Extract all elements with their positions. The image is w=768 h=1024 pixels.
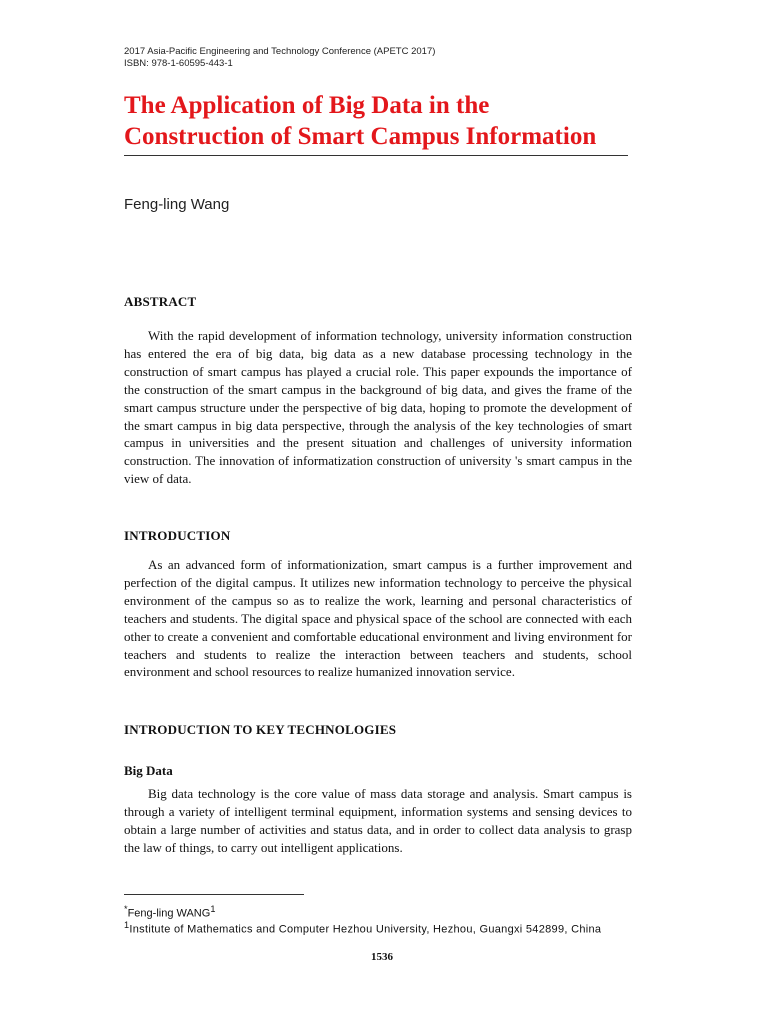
affiliation-text: Institute of Mathematics and Computer Hezhou University, Hezhou, Guangxi 542899, China [129, 923, 602, 936]
introduction-heading: INTRODUCTION [124, 528, 231, 543]
big-data-subheading: Big Data [124, 763, 173, 778]
key-technologies-heading: INTRODUCTION TO KEY TECHNOLOGIES [124, 722, 397, 737]
big-data-text: Big data technology is the core value of mass data storage and analysis. Smart campus is through a variety of intelligent terminal equipment, information systems and sensing devices to obtain a large number of activities and status data, and in order to collect data analysis to grasp the law of things, to carry out intelligent applications. [124, 786, 632, 855]
author-name: Feng-ling Wang [124, 196, 230, 213]
introduction-text: As an advanced form of informationization, smart campus is a further improvement and perfection of the digital campus. It utilizes new information technology to perceive the physical environment of the campus so as to realize the work, learning and personal characteristics of teachers and students. The digital space and physical space of the school are connected with each other to create a convenient and comfortable educational environment and living environment for teachers and students to realize the interaction between teachers and students, school environment and school resources to realize humanized innovation service. [124, 557, 632, 680]
conference-header [124, 46, 435, 70]
footnote-author-name: Feng-ling WANG [127, 907, 211, 920]
abstract-text: With the rapid development of information technology, university information construction has entered the era of big data, big data as a new database processing technology in the construction of smart campus has played a crucial role. This paper expounds the importance of the construction of the smart campus in the background of big data, and gives the frame of the smart campus structure under the perspective of big data, hoping to promote the development of the smart campus in big data perspective, through the analysis of the key technologies of smart campus in universities and the present situation and challenges of university information construction. The innovation of informatization construction of university 's smart campus in the view of data. [124, 328, 632, 487]
conference-name: 2017 Asia-Pacific Engineering and Technology Conference (APETC 2017) [124, 46, 436, 57]
abstract-heading: ABSTRACT [124, 294, 197, 309]
footnote-rule [124, 894, 304, 895]
page-number: 1536 [371, 951, 393, 963]
affiliation-sup: 1 [124, 920, 130, 930]
footnote-affiliation [124, 918, 632, 938]
footnote-author-sup: 1 [210, 904, 216, 914]
footnote-marker: * [124, 904, 128, 914]
isbn: ISBN: 978-1-60595-443-1 [124, 58, 233, 69]
paper-title: The Application of Big Data in the Construction of Smart Campus Information [124, 90, 628, 156]
